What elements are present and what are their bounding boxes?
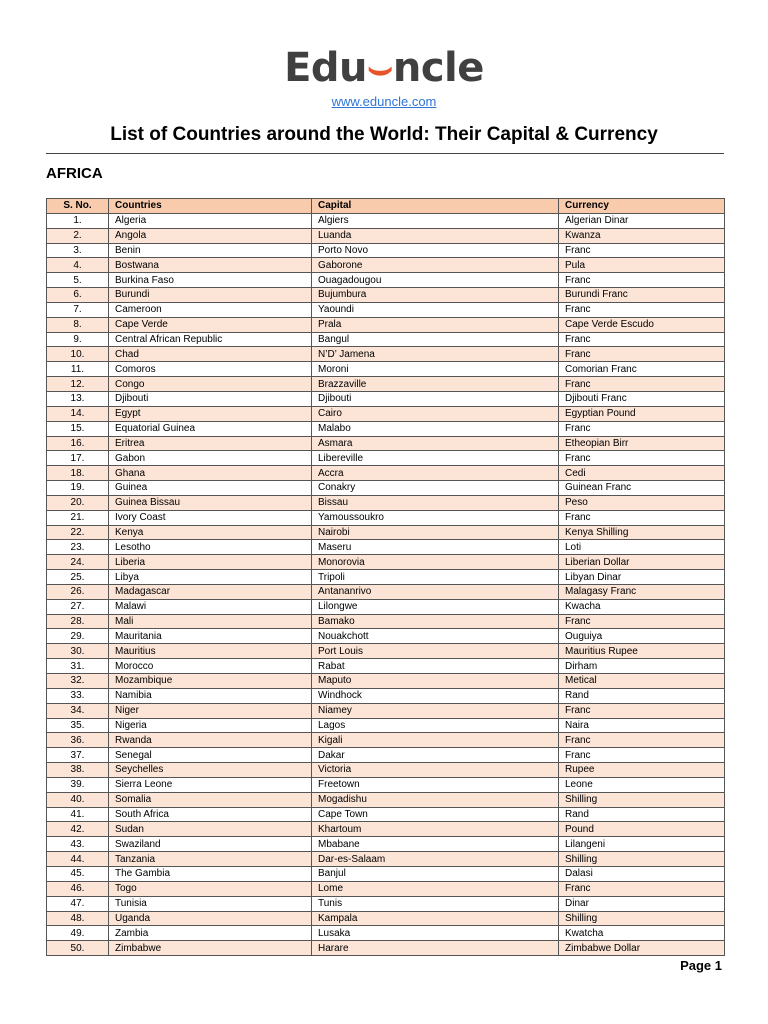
currency-cell: Zimbabwe Dollar: [559, 941, 725, 956]
serial-number-cell: 21.: [47, 510, 109, 525]
table-row: [47, 540, 725, 555]
serial-number-cell: 50.: [47, 941, 109, 956]
country-cell: Guinea: [109, 481, 312, 496]
table-row: [47, 792, 725, 807]
serial-number-cell: 46.: [47, 881, 109, 896]
serial-number-cell: 3.: [47, 243, 109, 258]
table-row: [47, 243, 725, 258]
country-cell: Egypt: [109, 406, 312, 421]
country-cell: South Africa: [109, 807, 312, 822]
serial-number-cell: 5.: [47, 273, 109, 288]
countries-table: [46, 198, 725, 956]
country-cell: Kenya: [109, 525, 312, 540]
capital-cell: Porto Novo: [312, 243, 559, 258]
table-row: [47, 644, 725, 659]
country-cell: Chad: [109, 347, 312, 362]
capital-cell: Lagos: [312, 718, 559, 733]
serial-number-cell: 42.: [47, 822, 109, 837]
country-cell: Libya: [109, 570, 312, 585]
capital-cell: Maseru: [312, 540, 559, 555]
currency-cell: Shilling: [559, 911, 725, 926]
table-row: [47, 555, 725, 570]
country-cell: The Gambia: [109, 866, 312, 881]
capital-cell: Bissau: [312, 495, 559, 510]
serial-number-cell: 28.: [47, 614, 109, 629]
table-row: [47, 837, 725, 852]
table-row: [47, 495, 725, 510]
country-cell: Sierra Leone: [109, 777, 312, 792]
table-row: [47, 733, 725, 748]
table-row: [47, 807, 725, 822]
table-row: [47, 852, 725, 867]
capital-cell: Asmara: [312, 436, 559, 451]
capital-cell: Cape Town: [312, 807, 559, 822]
serial-number-cell: 31.: [47, 659, 109, 674]
country-cell: Nigeria: [109, 718, 312, 733]
serial-number-cell: 27.: [47, 599, 109, 614]
serial-number-cell: 25.: [47, 570, 109, 585]
capital-cell: Luanda: [312, 228, 559, 243]
column-header-sno: S. No.: [47, 199, 109, 214]
serial-number-cell: 43.: [47, 837, 109, 852]
serial-number-cell: 16.: [47, 436, 109, 451]
capital-cell: Freetown: [312, 777, 559, 792]
serial-number-cell: 2.: [47, 228, 109, 243]
table-row: [47, 466, 725, 481]
country-cell: Swaziland: [109, 837, 312, 852]
table-row: [47, 659, 725, 674]
capital-cell: Kigali: [312, 733, 559, 748]
country-cell: Malawi: [109, 599, 312, 614]
capital-cell: Tunis: [312, 896, 559, 911]
country-cell: Mozambique: [109, 674, 312, 689]
country-cell: Somalia: [109, 792, 312, 807]
currency-cell: Kwanza: [559, 228, 725, 243]
table-row: [47, 510, 725, 525]
serial-number-cell: 23.: [47, 540, 109, 555]
currency-cell: Naira: [559, 718, 725, 733]
currency-cell: Franc: [559, 451, 725, 466]
currency-cell: Franc: [559, 302, 725, 317]
currency-cell: Burundi Franc: [559, 288, 725, 303]
country-cell: Angola: [109, 228, 312, 243]
currency-cell: Franc: [559, 703, 725, 718]
table-row: [47, 688, 725, 703]
table-row: [47, 674, 725, 689]
country-cell: Cape Verde: [109, 317, 312, 332]
table-row: [47, 317, 725, 332]
currency-cell: Cape Verde Escudo: [559, 317, 725, 332]
table-row: [47, 703, 725, 718]
capital-cell: Yaoundi: [312, 302, 559, 317]
serial-number-cell: 37.: [47, 748, 109, 763]
country-cell: Rwanda: [109, 733, 312, 748]
table-row: [47, 926, 725, 941]
capital-cell: Ouagadougou: [312, 273, 559, 288]
currency-cell: Franc: [559, 421, 725, 436]
currency-cell: Djibouti Franc: [559, 391, 725, 406]
capital-cell: Accra: [312, 466, 559, 481]
currency-cell: Ouguiya: [559, 629, 725, 644]
country-cell: Cameroon: [109, 302, 312, 317]
table-row: [47, 881, 725, 896]
capital-cell: Dar-es-Salaam: [312, 852, 559, 867]
capital-cell: Prala: [312, 317, 559, 332]
table-row: [47, 362, 725, 377]
serial-number-cell: 4.: [47, 258, 109, 273]
currency-cell: Franc: [559, 273, 725, 288]
table-row: [47, 421, 725, 436]
country-cell: Mauritius: [109, 644, 312, 659]
table-row: [47, 584, 725, 599]
capital-cell: Conakry: [312, 481, 559, 496]
serial-number-cell: 39.: [47, 777, 109, 792]
country-cell: Comoros: [109, 362, 312, 377]
currency-cell: Liberian Dollar: [559, 555, 725, 570]
logo-suffix: ncle: [392, 45, 484, 91]
table-row: [47, 763, 725, 778]
capital-cell: Mogadishu: [312, 792, 559, 807]
serial-number-cell: 1.: [47, 213, 109, 228]
country-cell: Liberia: [109, 555, 312, 570]
capital-cell: Nouakchott: [312, 629, 559, 644]
capital-cell: N’D’ Jamena: [312, 347, 559, 362]
serial-number-cell: 35.: [47, 718, 109, 733]
table-row: [47, 570, 725, 585]
country-cell: Namibia: [109, 688, 312, 703]
currency-cell: Algerian Dinar: [559, 213, 725, 228]
serial-number-cell: 6.: [47, 288, 109, 303]
currency-cell: Etheopian Birr: [559, 436, 725, 451]
column-header-country: Countries: [109, 199, 312, 214]
country-cell: Madagascar: [109, 584, 312, 599]
currency-cell: Mauritius Rupee: [559, 644, 725, 659]
currency-cell: Libyan Dinar: [559, 570, 725, 585]
currency-cell: Comorian Franc: [559, 362, 725, 377]
country-cell: Bostwana: [109, 258, 312, 273]
capital-cell: Dakar: [312, 748, 559, 763]
country-cell: Tanzania: [109, 852, 312, 867]
table-header-row: [47, 199, 725, 214]
country-cell: Lesotho: [109, 540, 312, 555]
capital-cell: Bamako: [312, 614, 559, 629]
serial-number-cell: 29.: [47, 629, 109, 644]
capital-cell: Kampala: [312, 911, 559, 926]
table-row: [47, 347, 725, 362]
serial-number-cell: 11.: [47, 362, 109, 377]
serial-number-cell: 8.: [47, 317, 109, 332]
currency-cell: Loti: [559, 540, 725, 555]
currency-cell: Leone: [559, 777, 725, 792]
serial-number-cell: 44.: [47, 852, 109, 867]
country-cell: Equatorial Guinea: [109, 421, 312, 436]
country-cell: Eritrea: [109, 436, 312, 451]
serial-number-cell: 12.: [47, 377, 109, 392]
table-row: [47, 288, 725, 303]
serial-number-cell: 38.: [47, 763, 109, 778]
currency-cell: Franc: [559, 347, 725, 362]
country-cell: Ivory Coast: [109, 510, 312, 525]
logo-prefix: Edu: [284, 45, 368, 91]
capital-cell: Libereville: [312, 451, 559, 466]
page-number: Page 1: [680, 958, 722, 973]
capital-cell: Lome: [312, 881, 559, 896]
currency-cell: Franc: [559, 614, 725, 629]
currency-cell: Franc: [559, 733, 725, 748]
table-row: [47, 332, 725, 347]
table-row: [47, 777, 725, 792]
table-row: [47, 822, 725, 837]
currency-cell: Franc: [559, 881, 725, 896]
capital-cell: Moroni: [312, 362, 559, 377]
table-row: [47, 481, 725, 496]
country-cell: Mauritania: [109, 629, 312, 644]
currency-cell: Kwacha: [559, 599, 725, 614]
country-cell: Benin: [109, 243, 312, 258]
country-cell: Ghana: [109, 466, 312, 481]
serial-number-cell: 15.: [47, 421, 109, 436]
country-cell: Zambia: [109, 926, 312, 941]
table-row: [47, 896, 725, 911]
serial-number-cell: 17.: [47, 451, 109, 466]
serial-number-cell: 32.: [47, 674, 109, 689]
country-cell: Gabon: [109, 451, 312, 466]
currency-cell: Metical: [559, 674, 725, 689]
table-row: [47, 258, 725, 273]
table-row: [47, 436, 725, 451]
capital-cell: Brazzaville: [312, 377, 559, 392]
country-cell: Burundi: [109, 288, 312, 303]
country-cell: Algeria: [109, 213, 312, 228]
currency-cell: Shilling: [559, 792, 725, 807]
country-cell: Mali: [109, 614, 312, 629]
currency-cell: Cedi: [559, 466, 725, 481]
table-row: [47, 391, 725, 406]
table-row: [47, 866, 725, 881]
country-cell: Central African Republic: [109, 332, 312, 347]
table-row: [47, 451, 725, 466]
serial-number-cell: 49.: [47, 926, 109, 941]
smile-icon: ⌣: [367, 45, 393, 91]
serial-number-cell: 26.: [47, 584, 109, 599]
currency-cell: Franc: [559, 332, 725, 347]
serial-number-cell: 47.: [47, 896, 109, 911]
capital-cell: Victoria: [312, 763, 559, 778]
capital-cell: Khartoum: [312, 822, 559, 837]
serial-number-cell: 45.: [47, 866, 109, 881]
serial-number-cell: 33.: [47, 688, 109, 703]
table-row: [47, 213, 725, 228]
serial-number-cell: 18.: [47, 466, 109, 481]
country-cell: Niger: [109, 703, 312, 718]
capital-cell: Maputo: [312, 674, 559, 689]
column-header-currency: Currency: [559, 199, 725, 214]
currency-cell: Guinean Franc: [559, 481, 725, 496]
country-cell: Togo: [109, 881, 312, 896]
currency-cell: Franc: [559, 748, 725, 763]
country-cell: Sudan: [109, 822, 312, 837]
currency-cell: Pula: [559, 258, 725, 273]
country-cell: Seychelles: [109, 763, 312, 778]
capital-cell: Mbabane: [312, 837, 559, 852]
table-row: [47, 748, 725, 763]
currency-cell: Franc: [559, 510, 725, 525]
country-cell: Zimbabwe: [109, 941, 312, 956]
serial-number-cell: 34.: [47, 703, 109, 718]
capital-cell: Tripoli: [312, 570, 559, 585]
serial-number-cell: 10.: [47, 347, 109, 362]
capital-cell: Algiers: [312, 213, 559, 228]
country-cell: Burkina Faso: [109, 273, 312, 288]
table-body: [47, 213, 725, 955]
country-cell: Djibouti: [109, 391, 312, 406]
capital-cell: Djibouti: [312, 391, 559, 406]
currency-cell: Rupee: [559, 763, 725, 778]
table-row: [47, 273, 725, 288]
serial-number-cell: 22.: [47, 525, 109, 540]
capital-cell: Windhock: [312, 688, 559, 703]
capital-cell: Bangul: [312, 332, 559, 347]
capital-cell: Bujumbura: [312, 288, 559, 303]
serial-number-cell: 14.: [47, 406, 109, 421]
capital-cell: Monorovia: [312, 555, 559, 570]
table-row: [47, 941, 725, 956]
table-row: [47, 599, 725, 614]
capital-cell: Nairobi: [312, 525, 559, 540]
document-title: List of Countries around the World: Their Capital & Currency: [110, 124, 658, 145]
capital-cell: Lusaka: [312, 926, 559, 941]
table-row: [47, 629, 725, 644]
country-cell: Congo: [109, 377, 312, 392]
currency-cell: Franc: [559, 243, 725, 258]
currency-cell: Shilling: [559, 852, 725, 867]
currency-cell: Egyptian Pound: [559, 406, 725, 421]
table-row: [47, 377, 725, 392]
currency-cell: Rand: [559, 688, 725, 703]
country-cell: Uganda: [109, 911, 312, 926]
currency-cell: Franc: [559, 377, 725, 392]
capital-cell: Banjul: [312, 866, 559, 881]
country-cell: Senegal: [109, 748, 312, 763]
table-row: [47, 718, 725, 733]
capital-cell: Rabat: [312, 659, 559, 674]
table-row: [47, 614, 725, 629]
currency-cell: Kwatcha: [559, 926, 725, 941]
currency-cell: Dinar: [559, 896, 725, 911]
serial-number-cell: 19.: [47, 481, 109, 496]
capital-cell: Port Louis: [312, 644, 559, 659]
currency-cell: Peso: [559, 495, 725, 510]
title-divider: [46, 153, 724, 154]
currency-cell: Kenya Shilling: [559, 525, 725, 540]
capital-cell: Lilongwe: [312, 599, 559, 614]
capital-cell: Niamey: [312, 703, 559, 718]
capital-cell: Cairo: [312, 406, 559, 421]
table-row: [47, 406, 725, 421]
currency-cell: Rand: [559, 807, 725, 822]
country-cell: Morocco: [109, 659, 312, 674]
table-row: [47, 302, 725, 317]
currency-cell: Pound: [559, 822, 725, 837]
serial-number-cell: 40.: [47, 792, 109, 807]
serial-number-cell: 24.: [47, 555, 109, 570]
serial-number-cell: 9.: [47, 332, 109, 347]
column-header-capital: Capital: [312, 199, 559, 214]
serial-number-cell: 20.: [47, 495, 109, 510]
capital-cell: Gaborone: [312, 258, 559, 273]
capital-cell: Yamoussoukro: [312, 510, 559, 525]
table-row: [47, 911, 725, 926]
capital-cell: Antananrivo: [312, 584, 559, 599]
serial-number-cell: 30.: [47, 644, 109, 659]
table-row: [47, 228, 725, 243]
capital-cell: Malabo: [312, 421, 559, 436]
serial-number-cell: 7.: [47, 302, 109, 317]
eduncle-logo: [0, 42, 768, 94]
section-heading: AFRICA: [46, 165, 103, 182]
serial-number-cell: 13.: [47, 391, 109, 406]
currency-cell: Dalasi: [559, 866, 725, 881]
table-row: [47, 525, 725, 540]
website-link[interactable]: www.eduncle.com: [331, 94, 437, 109]
serial-number-cell: 41.: [47, 807, 109, 822]
country-cell: Guinea Bissau: [109, 495, 312, 510]
currency-cell: Lilangeni: [559, 837, 725, 852]
capital-cell: Harare: [312, 941, 559, 956]
currency-cell: Malagasy Franc: [559, 584, 725, 599]
currency-cell: Dirham: [559, 659, 725, 674]
serial-number-cell: 48.: [47, 911, 109, 926]
country-cell: Tunisia: [109, 896, 312, 911]
serial-number-cell: 36.: [47, 733, 109, 748]
